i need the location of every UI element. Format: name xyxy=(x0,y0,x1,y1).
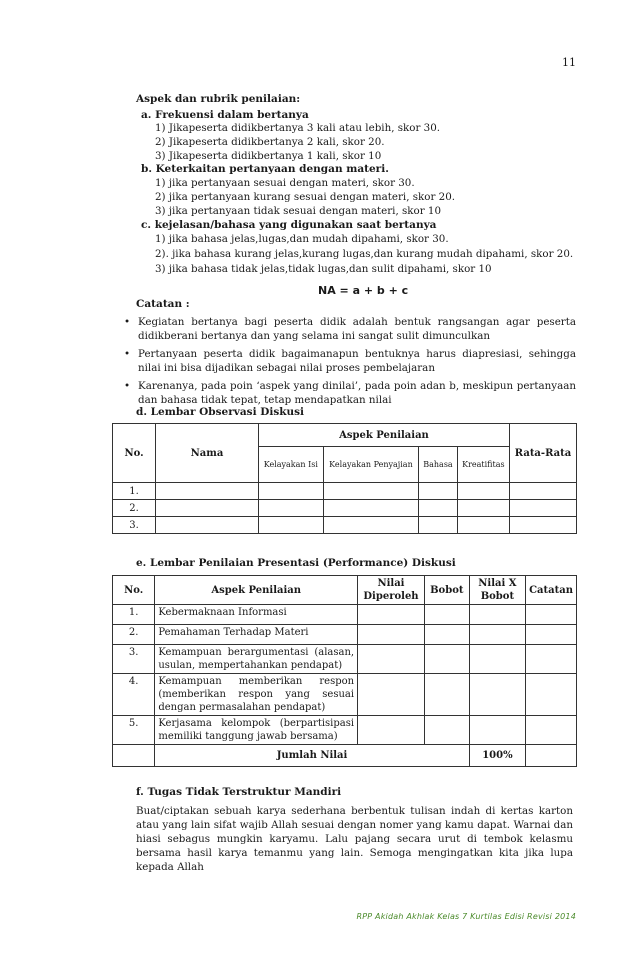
bullet-icon: • xyxy=(124,380,131,392)
rubric-c-title: c. kejelasan/bahasa yang digunakan saat bertanya xyxy=(141,219,437,231)
col-nilaix: Nilai X Bobot xyxy=(469,576,525,605)
bullet-icon: • xyxy=(124,348,131,360)
col-kelayakan-penyajian: Kelayakan Penyajian xyxy=(323,447,419,483)
bullet-icon: • xyxy=(124,316,131,328)
rubric-a-title: a. Frekuensi dalam bertanya xyxy=(141,109,309,121)
col-kreatifitas: Kreatifitas xyxy=(457,447,509,483)
list-item xyxy=(121,316,576,343)
notes-list xyxy=(121,316,576,412)
row-number: 1. xyxy=(113,605,155,625)
notes-title: Catatan : xyxy=(136,298,190,310)
rubric-a-item: 1) Jikapeserta didikbertanya 3 kali atau lebih, skor 30. xyxy=(155,122,441,134)
section-d-title: d. Lembar Observasi Diskusi xyxy=(136,406,305,418)
rubric-c-item: 3) jika bahasa tidak jelas,tidak lugas,dan sulit dipahami, skor 10 xyxy=(155,263,492,275)
row-number: 1. xyxy=(113,483,156,500)
row-aspek: Kemampuan berargumentasi (alasan, usulan, mempertahankan pendapat) xyxy=(155,645,358,674)
table-row xyxy=(113,517,577,534)
col-aspek: Aspek Penilaian xyxy=(259,424,510,447)
list-item xyxy=(121,380,576,407)
col-no: No. xyxy=(113,576,155,605)
rubric-c-item: 2). jika bahasa kurang jelas,kurang lugas,dan kurang mudah dipahami, skor 20. xyxy=(155,248,574,260)
col-kelayakan-isi: Kelayakan Isi xyxy=(259,447,324,483)
table-row xyxy=(113,645,577,674)
note-text: Pertanyaan peserta didik bagaimanapun bentuknya harus diapresiasi, sehingga nilai ini bisa dijadikan sebagai nilai proses pembelajaran xyxy=(138,348,576,374)
formula: NA = a + b + c xyxy=(318,284,409,297)
row-aspek: Kemampuan memberikan respon (memberikan respon yang sesuai dengan permasalahan pendapat) xyxy=(155,674,358,716)
row-number: 5. xyxy=(113,716,155,745)
rubric-c-item: 1) jika bahasa jelas,lugas,dan mudah dipahami, skor 30. xyxy=(155,233,449,245)
section-f-title: f. Tugas Tidak Terstruktur Mandiri xyxy=(136,786,342,798)
row-aspek: Pemahaman Terhadap Materi xyxy=(155,625,358,645)
rubric-b-item: 2) jika pertanyaan kurang sesuai dengan materi, skor 20. xyxy=(155,191,456,203)
table-row xyxy=(113,483,577,500)
row-number: 4. xyxy=(113,674,155,716)
row-aspek: Kerjasama kelompok (berpartisipasi memiliki tanggung jawab bersama) xyxy=(155,716,358,745)
col-no: No. xyxy=(113,424,156,483)
col-nilai: Nilai Diperoleh xyxy=(358,576,425,605)
total-value: 100% xyxy=(469,745,525,767)
col-nama: Nama xyxy=(156,424,259,483)
observation-table xyxy=(112,423,577,534)
table-row xyxy=(113,716,577,745)
row-aspek: Kebermaknaan Informasi xyxy=(155,605,358,625)
page-number: 11 xyxy=(562,56,576,69)
table-row xyxy=(113,605,577,625)
note-text: Kegiatan bertanya bagi peserta didik adalah bentuk rangsangan agar peserta didikberani bertanya dan yang selama ini sangat sulit dimunculkan xyxy=(138,316,576,342)
note-text: Karenanya, pada poin ‘aspek yang dinilai’, pada poin adan b, meskipun pertanyaan dan bahasa tidak tepat, tetap mendapatkan nilai xyxy=(138,380,576,406)
total-row xyxy=(113,745,577,767)
list-item xyxy=(121,348,576,375)
col-bobot: Bobot xyxy=(424,576,469,605)
col-aspek: Aspek Penilaian xyxy=(155,576,358,605)
row-number: 2. xyxy=(113,625,155,645)
col-rata: Rata-Rata xyxy=(510,424,577,483)
rubric-b-item: 1) jika pertanyaan sesuai dengan materi, skor 30. xyxy=(155,177,415,189)
section-f-text: Buat/ciptakan sebuah karya sederhana berbentuk tulisan indah di kertas karton atau yang lain sifat wajib Allah sesuai dengan nomer yang kamu dapat. Warnai dan hiasi sebagus mungkin karyamu. Lalu pajang secara urut di tembok kelasmu bersama hasil karya temanmu yang lain. Semoga mengingatkan kita jika lupa kepada Allah xyxy=(136,805,573,873)
row-number: 2. xyxy=(113,500,156,517)
rubric-a-item: 2) Jikapeserta didikbertanya 2 kali, skor 20. xyxy=(155,136,385,148)
section-e-title: e. Lembar Penilaian Presentasi (Performance) Diskusi xyxy=(136,557,456,569)
row-number: 3. xyxy=(113,645,155,674)
rubric-title: Aspek dan rubrik penilaian: xyxy=(136,93,301,105)
footer-text: RPP Akidah Akhlak Kelas 7 Kurtilas Edisi Revisi 2014 xyxy=(356,912,576,921)
presentation-table xyxy=(112,575,577,767)
rubric-b-title: b. Keterkaitan pertanyaan dengan materi. xyxy=(141,163,389,175)
total-label: Jumlah Nilai xyxy=(155,745,469,767)
col-bahasa: Bahasa xyxy=(419,447,457,483)
row-number: 3. xyxy=(113,517,156,534)
rubric-a-item: 3) Jikapeserta didikbertanya 1 kali, skor 10 xyxy=(155,150,382,162)
table-row xyxy=(113,674,577,716)
rubric-b-item: 3) jika pertanyaan tidak sesuai dengan materi, skor 10 xyxy=(155,205,442,217)
table-row xyxy=(113,625,577,645)
col-catatan: Catatan xyxy=(526,576,577,605)
table-row xyxy=(113,500,577,517)
